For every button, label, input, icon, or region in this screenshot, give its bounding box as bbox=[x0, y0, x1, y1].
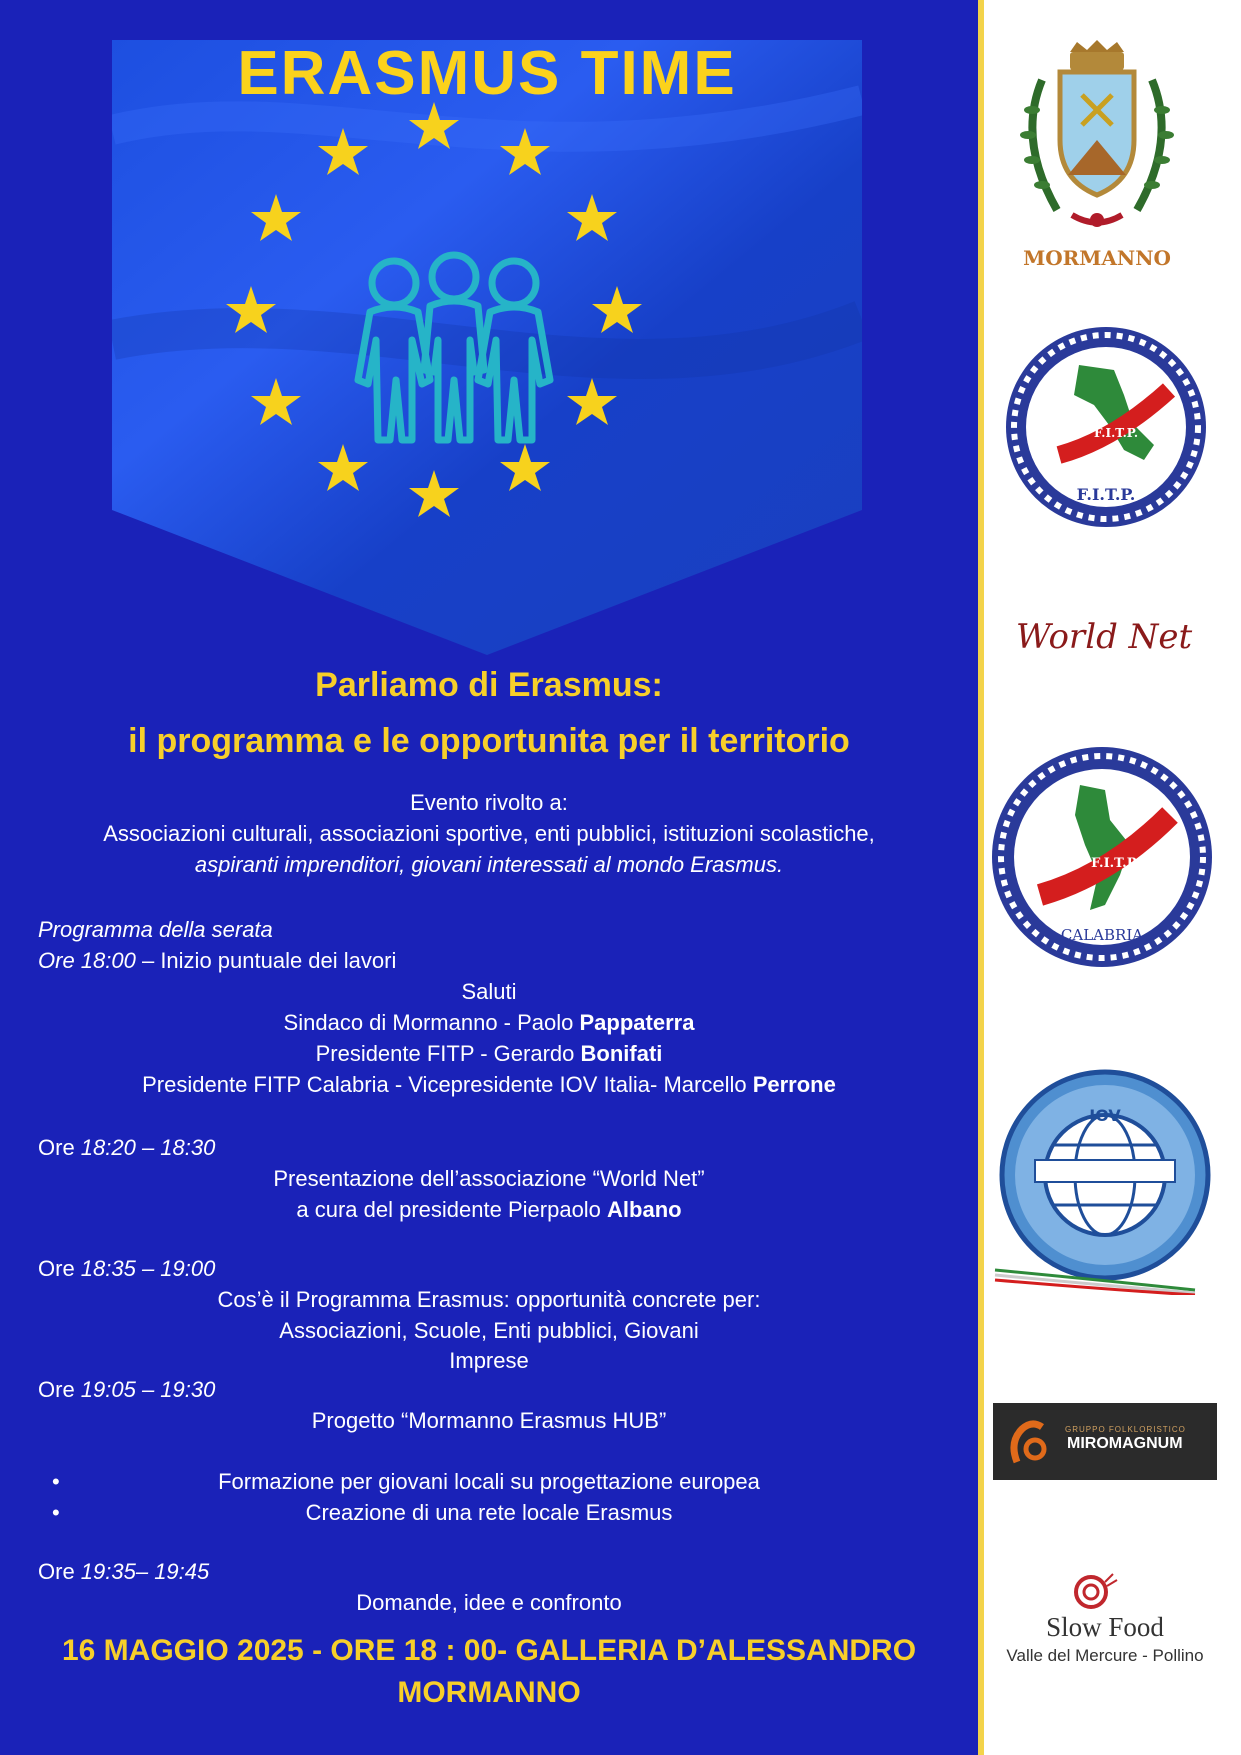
schedule-time-4 bbox=[38, 1377, 215, 1403]
erasmus-program-line-1: Cos’è il Programma Erasmus: opportunità concrete per: bbox=[217, 1287, 761, 1312]
time-value: 18:20 – 18:30 bbox=[80, 1135, 216, 1160]
speaker-text: Sindaco di Mormanno - Paolo bbox=[283, 1010, 580, 1035]
questions-session: Domande, idee e confronto bbox=[356, 1590, 622, 1615]
worldnet-logo: World Net bbox=[1015, 617, 1193, 657]
hub-project: Progetto “Mormanno Erasmus HUB” bbox=[311, 1408, 667, 1433]
speaker-surname: Bonifati bbox=[580, 1041, 663, 1066]
eu-flag-banner bbox=[112, 40, 862, 655]
time-value: 19:05 – 19:30 bbox=[80, 1377, 216, 1402]
fitp-logo bbox=[1004, 325, 1209, 530]
schedule-desc: – Inizio puntuale dei lavori bbox=[141, 948, 397, 973]
headline-line-2: il programma e le opportunita per il territorio bbox=[128, 722, 850, 760]
schedule-time-1 bbox=[38, 948, 396, 974]
miromagnum-logo bbox=[993, 1403, 1217, 1480]
miromagnum-emblem-icon bbox=[1007, 1417, 1053, 1467]
slowfood-subtitle: Valle del Mercure - Pollino bbox=[1006, 1646, 1204, 1665]
presenter-text: a cura del presidente Pierpaolo bbox=[296, 1197, 608, 1222]
program-heading: Programma della serata bbox=[38, 917, 273, 942]
speaker-surname: Perrone bbox=[752, 1072, 836, 1097]
speaker-text: Presidente FITP - Gerardo bbox=[315, 1041, 581, 1066]
schedule-time-2 bbox=[38, 1135, 215, 1161]
speaker-2 bbox=[0, 1041, 978, 1067]
speaker-3 bbox=[0, 1072, 978, 1098]
page-title: ERASMUS TIME bbox=[237, 39, 737, 108]
iov-logo-text: IOV bbox=[1089, 1106, 1121, 1125]
audience-intro: Evento rivolto a: bbox=[410, 790, 568, 815]
bullet-icon: • bbox=[52, 1500, 60, 1525]
presenter-surname: Albano bbox=[607, 1197, 682, 1222]
mormanno-logo-text: MORMANNO bbox=[1023, 246, 1171, 270]
fitp-calabria-logo bbox=[990, 745, 1215, 970]
saluti-label: Saluti bbox=[461, 979, 517, 1004]
time-prefix: Ore bbox=[38, 1377, 81, 1402]
bullet-item-1: Formazione per giovani locali su progettazione europea bbox=[218, 1469, 760, 1494]
time-prefix: Ore bbox=[38, 1135, 81, 1160]
fitp-calabria-logo-text: CALABRIA bbox=[1060, 926, 1144, 944]
speaker-1 bbox=[0, 1010, 978, 1036]
miromagnum-name: MIROMAGNUM bbox=[1067, 1435, 1183, 1452]
audience-line-2: aspiranti imprenditori, giovani interessati al mondo Erasmus. bbox=[194, 852, 784, 877]
miromagnum-subtitle: GRUPPO FOLKLORISTICO bbox=[1065, 1425, 1186, 1434]
slowfood-logo-text: Slow Food bbox=[1046, 1612, 1164, 1642]
time-value: 19:35– 19:45 bbox=[80, 1559, 210, 1584]
mormanno-coat-of-arms bbox=[1012, 40, 1182, 270]
speaker-surname: Pappaterra bbox=[579, 1010, 695, 1035]
schedule-time-5 bbox=[38, 1559, 209, 1585]
fitp-ribbon-text: F.I.T.P. bbox=[1093, 426, 1139, 440]
snail-icon bbox=[1073, 1572, 1119, 1610]
worldnet-presentation: Presentazione dell’associazione “World Net” bbox=[273, 1166, 705, 1191]
event-town: MORMANNO bbox=[397, 1676, 581, 1709]
audience-line-1: Associazioni culturali, associazioni sportive, enti pubblici, istituzioni scolastiche, bbox=[103, 821, 875, 846]
fitp-logo-text: F.I.T.P. bbox=[1076, 485, 1136, 504]
schedule-time-3 bbox=[38, 1256, 215, 1282]
erasmus-program-line-2: Associazioni, Scuole, Enti pubblici, Giovani bbox=[279, 1318, 699, 1343]
iov-logo bbox=[990, 1065, 1215, 1295]
headline-line-1: Parliamo di Erasmus: bbox=[315, 666, 663, 704]
time-value: Ore 18:00 bbox=[38, 948, 136, 973]
bullet-item-2: Creazione di una rete locale Erasmus bbox=[305, 1500, 673, 1525]
event-date-location: 16 MAGGIO 2025 - ORE 18 : 00- GALLERIA D’ALESSANDRO bbox=[61, 1634, 917, 1667]
worldnet-presenter bbox=[0, 1197, 978, 1223]
bullet-icon: • bbox=[52, 1469, 60, 1494]
erasmus-program-line-3: Imprese bbox=[449, 1348, 529, 1373]
time-prefix: Ore bbox=[38, 1256, 81, 1281]
fitp-calabria-ribbon-text: F.I.T.P. bbox=[1091, 856, 1139, 871]
time-value: 18:35 – 19:00 bbox=[80, 1256, 216, 1281]
time-prefix: Ore bbox=[38, 1559, 81, 1584]
speaker-text: Presidente FITP Calabria - Vicepresidente IOV Italia- Marcello bbox=[142, 1072, 753, 1097]
